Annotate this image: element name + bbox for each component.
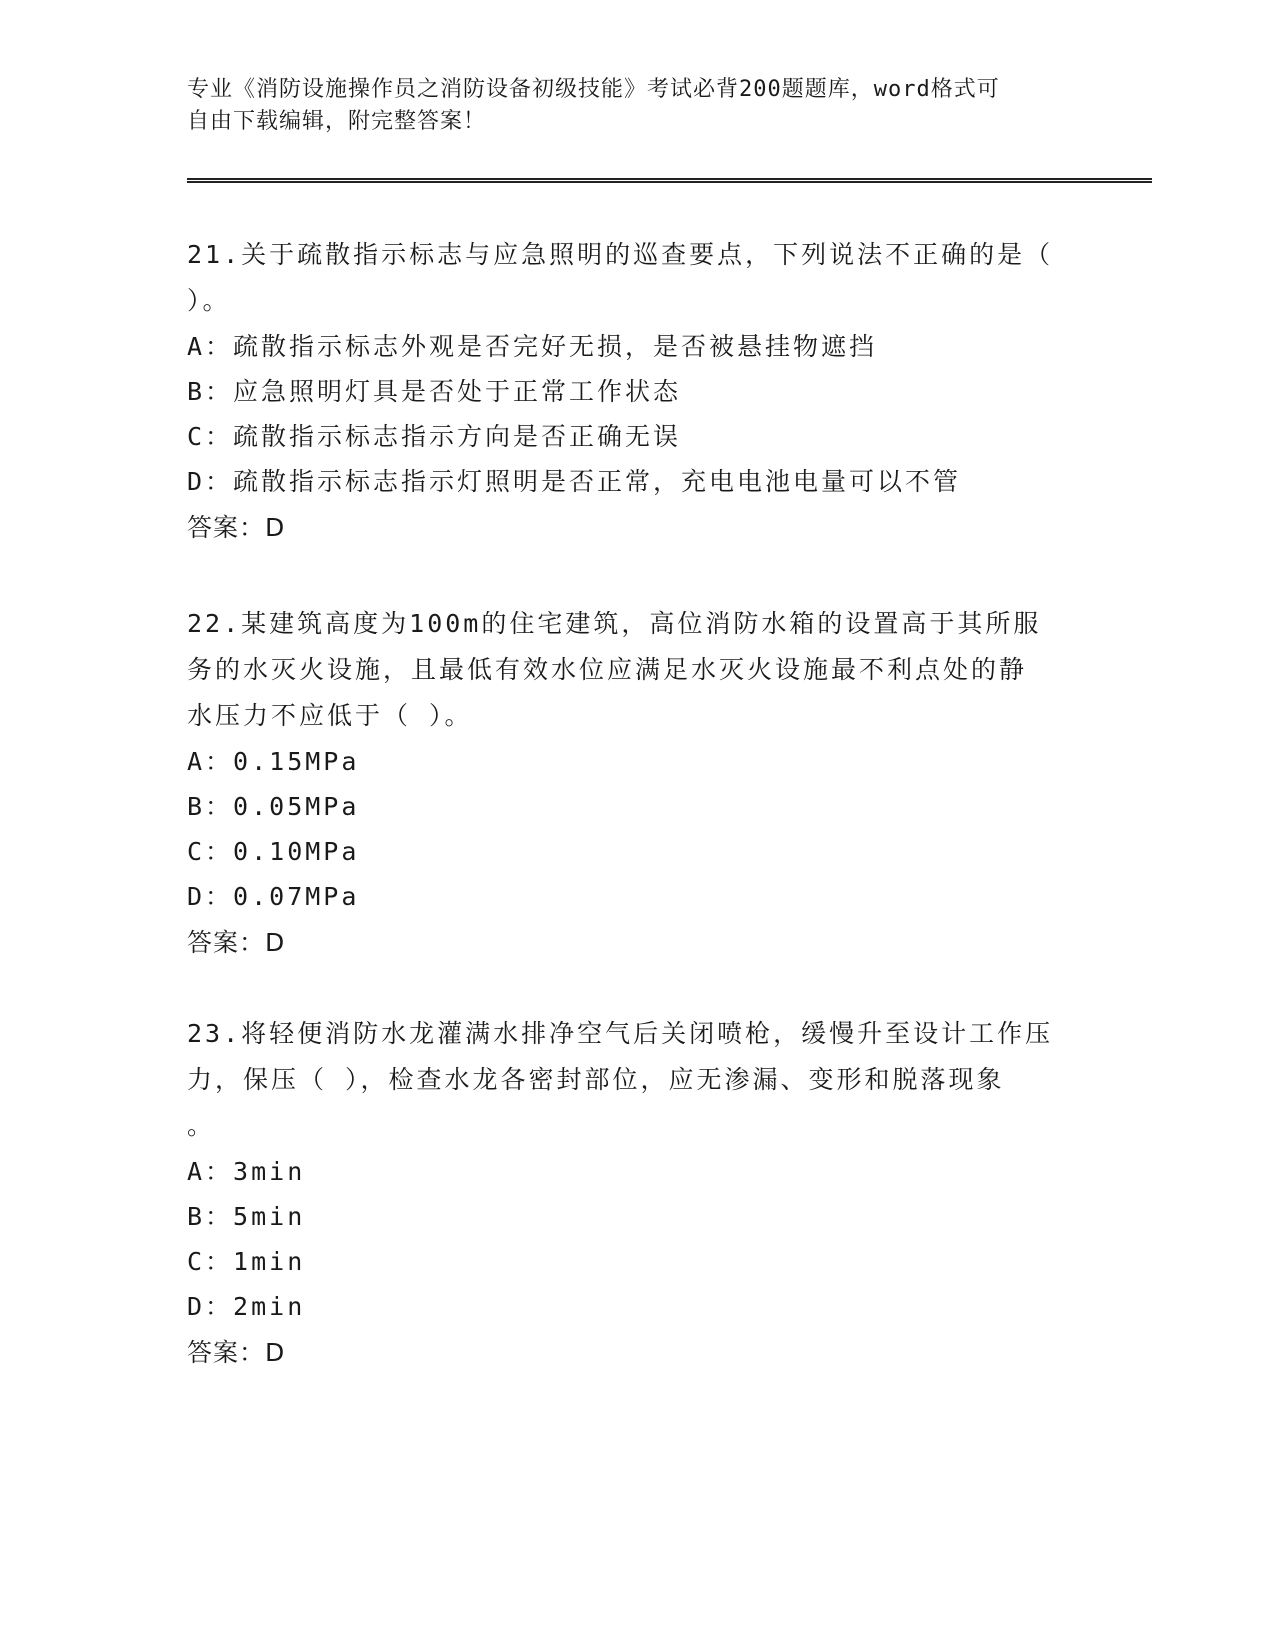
option-b: B：5min	[187, 1202, 306, 1231]
option-a: A：疏散指示标志外观是否完好无损，是否被悬挂物遮挡	[187, 332, 878, 361]
question-21	[187, 232, 1087, 552]
header-divider	[187, 178, 1152, 183]
option-c: C：疏散指示标志指示方向是否正确无误	[187, 422, 682, 451]
question-22	[187, 601, 1087, 967]
answer: 答案：D	[187, 928, 286, 957]
header-line-1: 专业《消防设施操作员之消防设备初级技能》考试必背200题题库，word格式可	[187, 77, 1000, 102]
answer: 答案：D	[187, 513, 286, 542]
question-stem-line: 水压力不应低于（ ）。	[187, 701, 473, 730]
question-stem-line: 务的水灭火设施，且最低有效水位应满足水灭火设施最不利点处的静	[187, 655, 1028, 684]
option-a: A：0.15MPa	[187, 747, 360, 776]
question-stem-line: 22.某建筑高度为100m的住宅建筑，高位消防水箱的设置高于其所服	[187, 609, 1042, 638]
option-d: D：0.07MPa	[187, 882, 360, 911]
option-d: D：疏散指示标志指示灯照明是否正常，充电电池电量可以不管	[187, 467, 962, 496]
question-stem-line: 21.关于疏散指示标志与应急照明的巡查要点，下列说法不正确的是（	[187, 240, 1054, 269]
question-stem-line: 。	[187, 1111, 216, 1140]
option-d: D：2min	[187, 1292, 306, 1321]
option-b: B：0.05MPa	[187, 792, 360, 821]
option-c: C：1min	[187, 1247, 306, 1276]
header-line-2: 自由下载编辑，附完整答案！	[187, 109, 487, 134]
option-c: C：0.10MPa	[187, 837, 360, 866]
option-b: B：应急照明灯具是否处于正常工作状态	[187, 377, 682, 406]
answer: 答案：D	[187, 1338, 286, 1367]
question-stem-line: 23.将轻便消防水龙灌满水排净空气后关闭喷枪，缓慢升至设计工作压	[187, 1019, 1054, 1048]
option-a: A：3min	[187, 1157, 306, 1186]
document-header	[187, 74, 1067, 138]
question-stem-line: 力，保压（ ），检查水龙各密封部位，应无渗漏、变形和脱落现象	[187, 1065, 1005, 1094]
question-stem-line: ）。	[187, 286, 231, 315]
question-23	[187, 1011, 1087, 1377]
